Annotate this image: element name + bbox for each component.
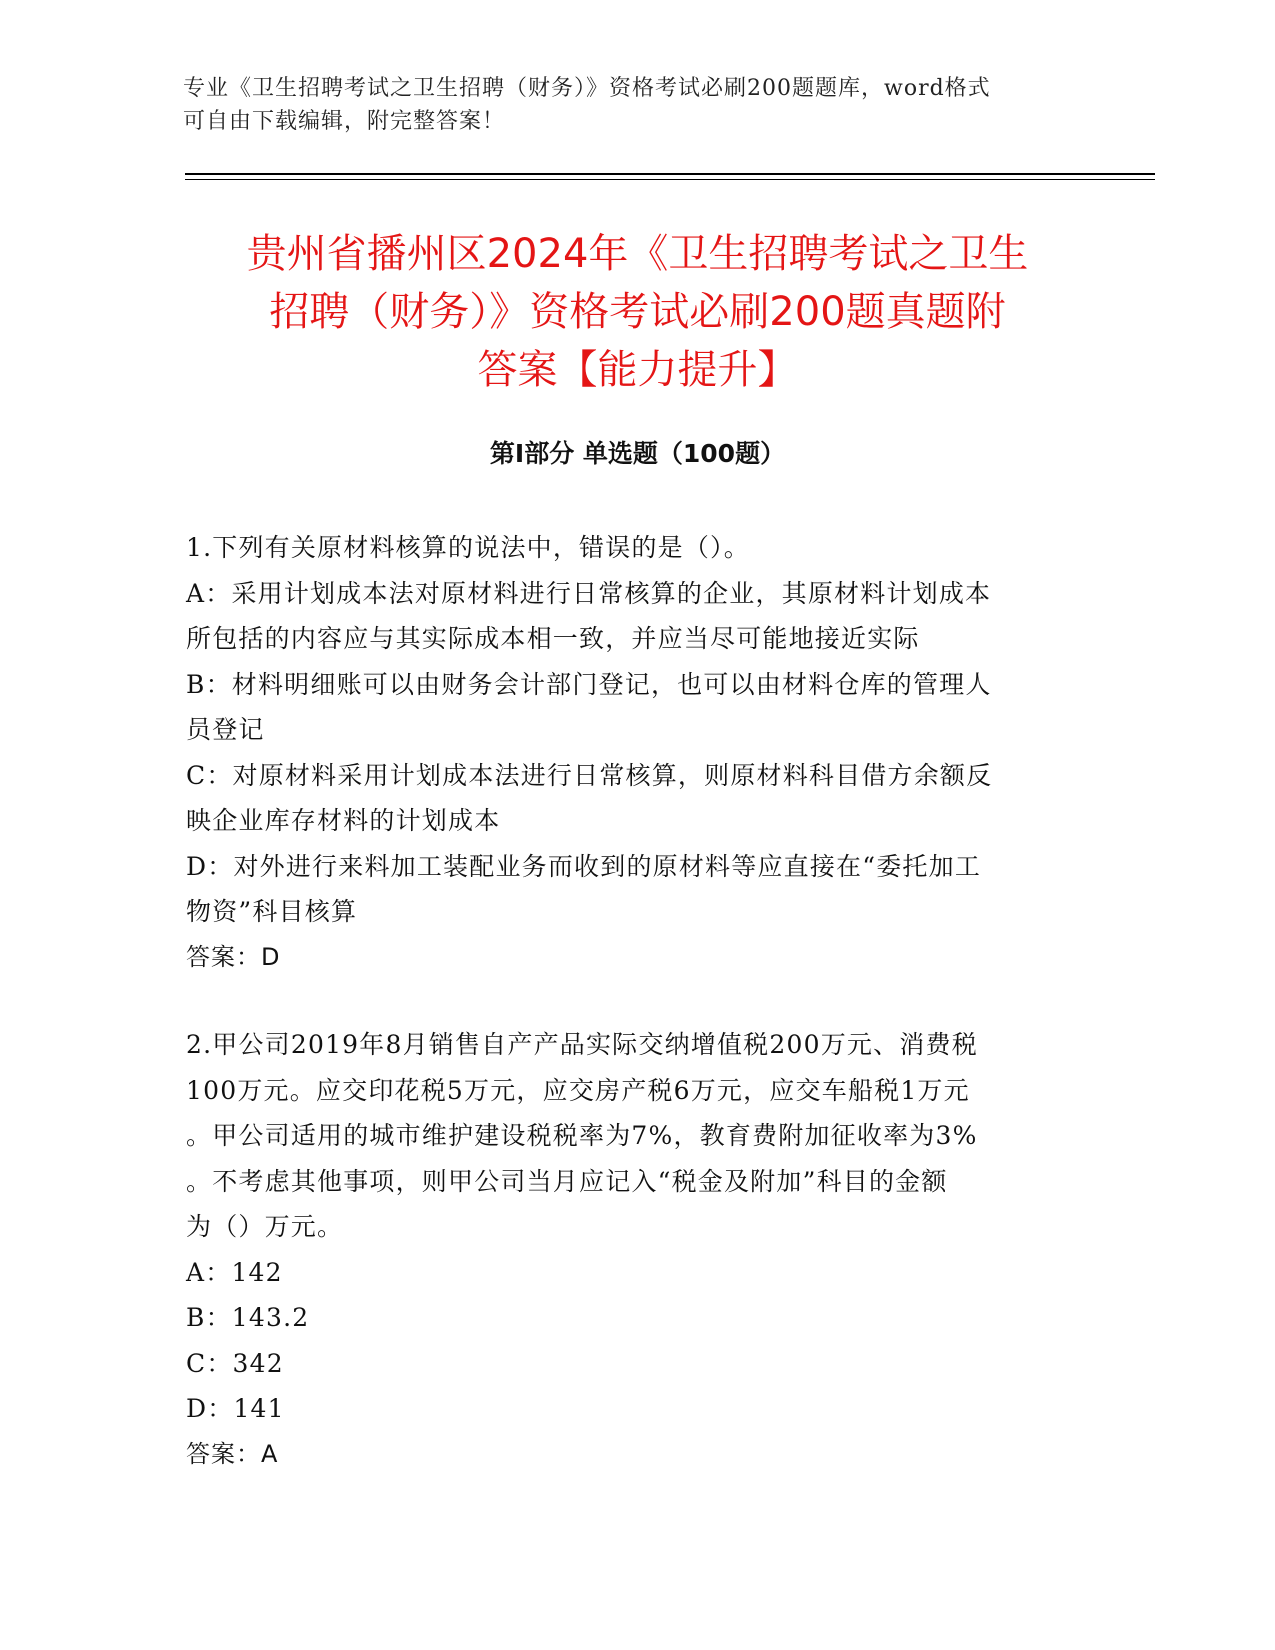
question-1-answer: 答案：D [186, 942, 281, 971]
question-spacer [186, 980, 1081, 1022]
section-title: 第Ⅰ部分 单选题（100题） [489, 439, 786, 468]
question-list [186, 525, 1081, 1477]
question-2-option-c: C：342 [186, 1348, 284, 1378]
document-title [160, 225, 1115, 399]
question-2-stem-line-2: 100万元。应交印花税5万元，应交房产税6万元，应交车船税1万元 [186, 1075, 970, 1105]
header-note-line-1: 专业《卫生招聘考试之卫生招聘（财务）》资格考试必刷200题题库，word格式 [183, 76, 991, 101]
question-1-option-d-line-2: 物资”科目核算 [186, 897, 358, 926]
question-2-option-a: A：142 [186, 1257, 283, 1287]
header-divider-thin [185, 179, 1155, 180]
question-1-option-c-line-1: C：对原材料采用计划成本法进行日常核算，则原材料科目借方余额反 [186, 760, 993, 790]
question-1 [186, 525, 1081, 980]
question-2-option-d: D：141 [186, 1394, 285, 1423]
question-1-option-b-line-2: 员登记 [186, 715, 265, 744]
document-title-line-3: 答案【能力提升】 [477, 347, 798, 393]
question-2-stem-line-5: 为（）万元。 [186, 1212, 344, 1241]
header-note [183, 72, 1063, 138]
question-2-stem-line-3: 。甲公司适用的城市维护建设税税率为7%，教育费附加征收率为3% [186, 1121, 978, 1150]
question-2-stem-line-1: 2.甲公司2019年8月销售自产产品实际交纳增值税200万元、消费税 [186, 1030, 978, 1059]
question-1-option-c-line-2: 映企业库存材料的计划成本 [186, 806, 501, 835]
question-1-option-d-line-1: D：对外进行来料加工装配业务而收到的原材料等应直接在“委托加工 [186, 851, 982, 881]
question-2-option-b: B：143.2 [186, 1303, 310, 1332]
question-1-option-b-line-1: B：材料明细账可以由财务会计部门登记，也可以由材料仓库的管理人 [186, 669, 992, 699]
header-divider-thick [185, 173, 1155, 175]
question-2 [186, 1022, 1081, 1477]
document-title-line-1: 贵州省播州区2024年《卫生招聘考试之卫生 [246, 231, 1029, 277]
question-1-option-a-line-1: A：采用计划成本法对原材料进行日常核算的企业，其原材料计划成本 [186, 578, 992, 608]
document-title-line-2: 招聘（财务）》资格考试必刷200题真题附 [269, 289, 1006, 335]
question-1-option-a-line-2: 所包括的内容应与其实际成本相一致，并应当尽可能地接近实际 [186, 624, 920, 653]
header-note-line-2: 可自由下载编辑，附完整答案！ [183, 109, 506, 134]
question-1-stem-line-1: 1.下列有关原材料核算的说法中，错误的是（）。 [186, 533, 750, 562]
question-2-answer: 答案：A [186, 1439, 279, 1468]
question-2-stem-line-4: 。不考虑其他事项，则甲公司当月应记入“税金及附加”科目的金额 [186, 1166, 948, 1196]
